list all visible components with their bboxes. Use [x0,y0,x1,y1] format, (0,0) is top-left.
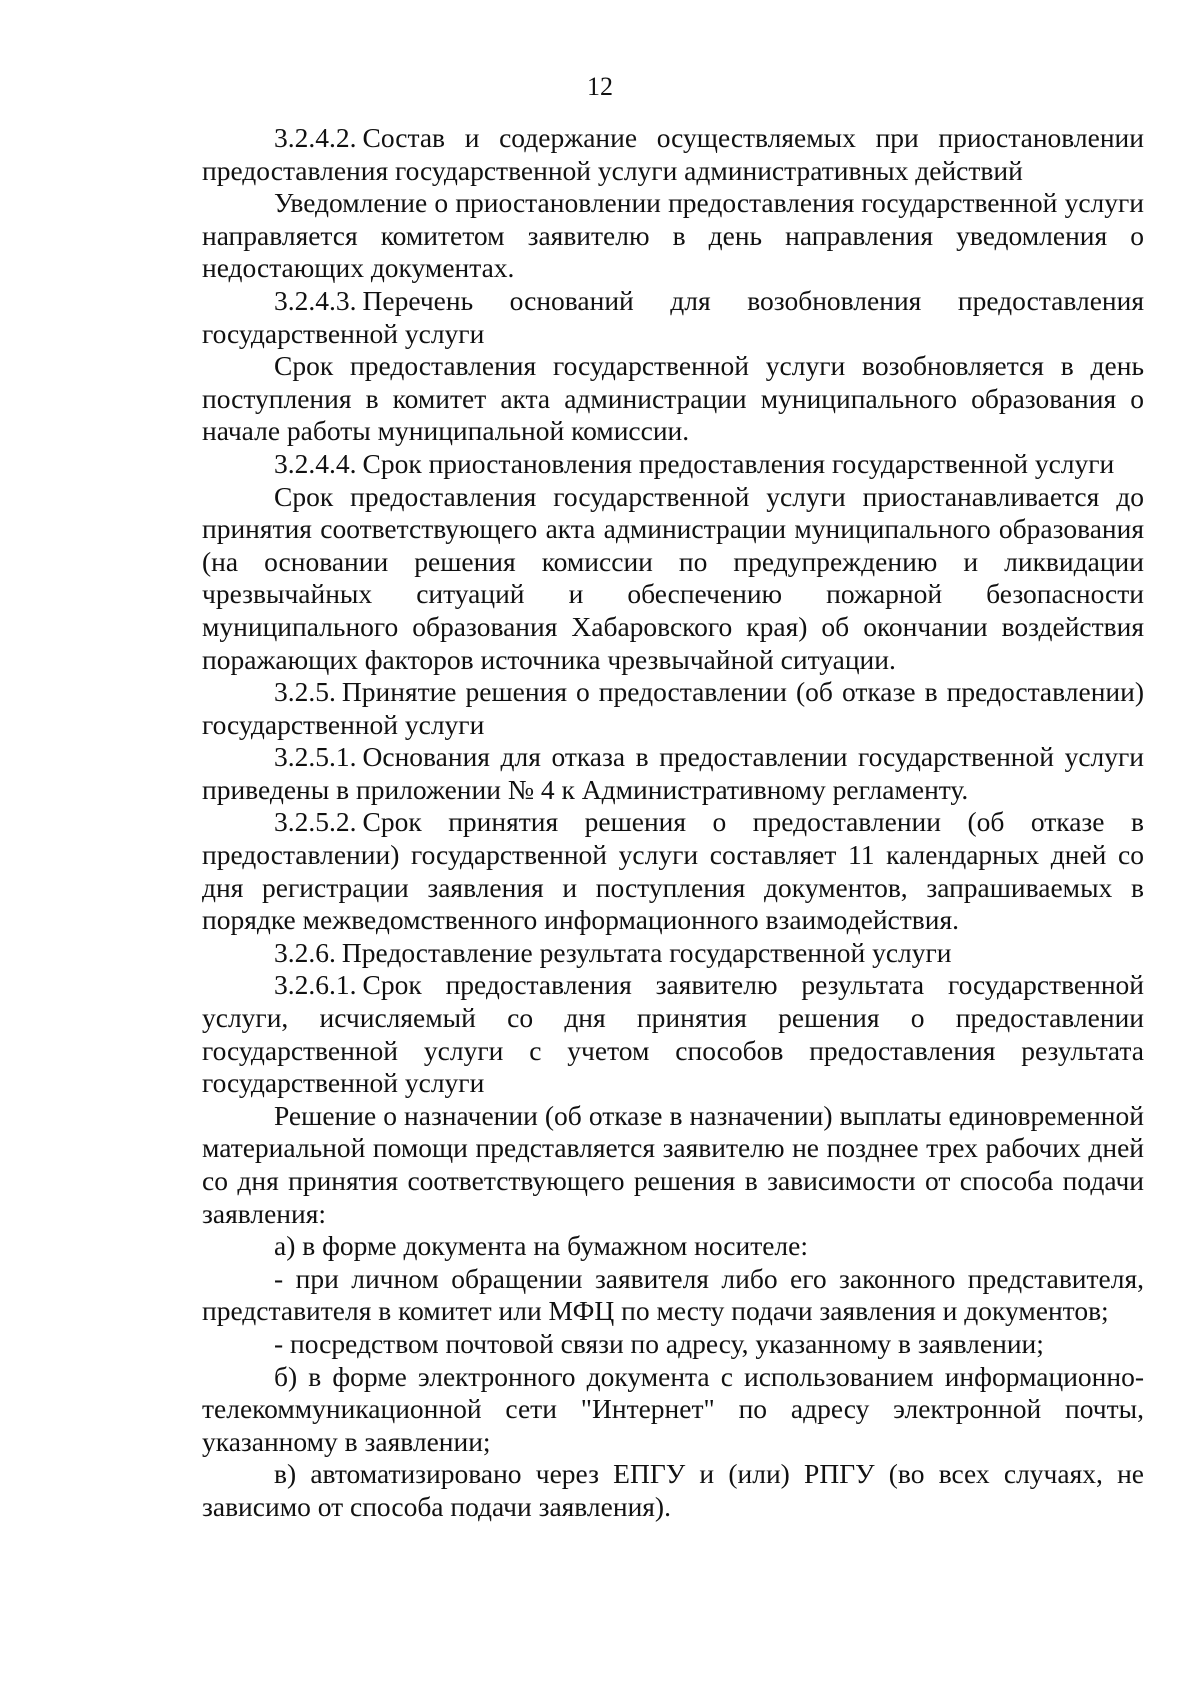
section-number: 3.2.4.2. [274,122,357,153]
paragraph-text: Принятие решения о предоставлении (об отказе в предоставлении) государственной услуги [202,676,1144,740]
paragraph [202,937,1144,970]
section-number: 3.2.4.3. [274,284,357,316]
paragraph-text: в) автоматизировано через ЕПГУ и (или) РПГУ (во всех случаях, не зависимо от способа подачи заявления). [202,1458,1144,1522]
paragraph [202,350,1144,448]
paragraph [202,969,1144,1099]
paragraph-text: Основания для отказа в предоставлении государственной услуги приведены в приложении № 4 к Административному регламенту. [202,741,1144,805]
paragraph [202,676,1144,741]
paragraph [202,1263,1144,1328]
paragraph-text: - при личном обращении заявителя либо его законного представителя, представителя в комитет или МФЦ по месту подачи заявления и документов; [202,1262,1144,1327]
paragraph-text: а) в форме документа на бумажном носителе: [274,1230,808,1262]
paragraph-text: Предоставление результата государственной услуги [341,936,952,968]
page-number: 12 [587,72,613,101]
section-number: 3.2.5.1. [274,741,357,773]
paragraph [202,806,1144,936]
paragraph-text: Срок приостановления предоставления государственной услуги [362,447,1115,479]
paragraph-text: Уведомление о приостановлении предоставления государственной услуги направляется комитетом заявителю в день направления уведомления о недостающих документах. [202,187,1144,284]
paragraph [202,741,1144,806]
paragraph-text: Решение о назначении (об отказе в назначении) выплаты единовременной материальной помощи представляется заявителю не позднее трех рабочих дней со дня принятия соответствующего решения в зависимости от способа подачи заявления: [202,1099,1144,1229]
paragraph [202,448,1144,481]
paragraph-text: Срок предоставления государственной услуги возобновляется в день поступления в комитет акта администрации муниципального образования о начале работы муниципальной комиссии. [202,350,1144,447]
paragraph-text: - посредством почтовой связи по адресу, указанному в заявлении; [274,1327,1044,1359]
paragraph-text: Срок предоставления заявителю результата государственной услуги, исчисляемый со дня принятия решения о предоставлении государственной услуги с учетом способов предоставления результата государственной услуги [202,969,1144,1099]
paragraph-text: Срок принятия решения о предоставлении (об отказе в предоставлении) государственной услуги составляет 11 календарных дней со дня регистрации заявления и поступления документов, запрашиваемых в порядке межведомственного информационного взаимодействия. [202,806,1144,936]
document-body [202,122,1144,1524]
section-number: 3.2.4.4. [274,447,357,479]
paragraph [202,1458,1144,1523]
section-number: 3.2.6. [274,936,336,968]
paragraph [202,481,1144,677]
paragraph-text: б) в форме электронного документа с использованием информационно-телекоммуникационной сети "Интернет" по адресу электронной почты, указанному в заявлении; [202,1360,1144,1457]
section-number: 3.2.6.1. [274,969,357,1001]
paragraph [202,187,1144,285]
section-number: 3.2.5.2. [274,806,357,838]
paragraph [202,1328,1144,1361]
section-number: 3.2.5. [274,676,336,708]
paragraph-text: Перечень оснований для возобновления предоставления государственной услуги [202,284,1144,349]
paragraph [202,1230,1144,1263]
paragraph [202,122,1144,187]
paragraph-text: Состав и содержание осуществляемых при приостановлении предоставления государственной услуги административных действий [202,122,1144,186]
paragraph-text: Срок предоставления государственной услуги приостанавливается до принятия соответствующего акта администрации муниципального образования (на основании решения комиссии по предупреждению и ликвидации чрезвычайных ситуаций и обеспечению пожарной безопасности муниципального образования Хабаровского края) об окончании воздействия поражающих факторов источника чрезвычайной ситуации. [202,480,1144,675]
paragraph [202,1100,1144,1230]
paragraph [202,1361,1144,1459]
paragraph [202,285,1144,350]
